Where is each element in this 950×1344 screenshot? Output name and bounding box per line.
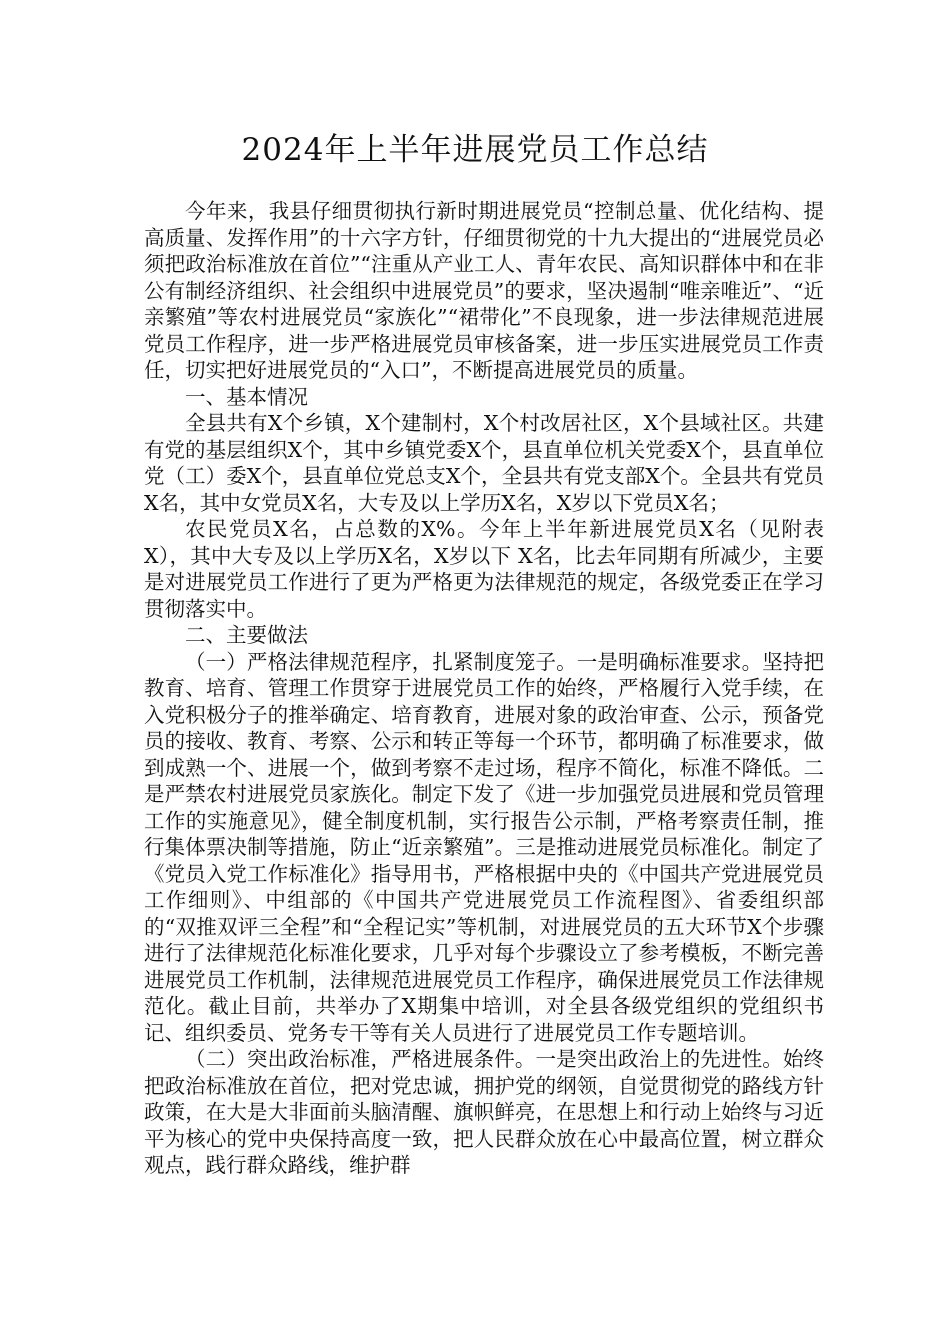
intro-paragraph: 今年来，我县仔细贯彻执行新时期进展党员“控制总量、优化结构、提高质量、发挥作用”的十六字方针，仔细贯彻党的十九大提出的“进展党员必须把政治标准放在首位”“注重从产业工人、青年农民、高知识群体中和在非公有制经济组织、社会组织中进展党员”的要求，坚决遏制“唯亲唯近”、“近亲繁殖”等农村进展党员“家族化”“裙带化”不良现象，进一步法律规范进展党员工作程序，进一步严格进展党员审核备案，进一步压实进展党员工作责任，切实把好进展党员的“入口”，不断提高进展党员的质量。 <box>144 199 824 382</box>
basic-situation-paragraph: 全县共有X个乡镇，X个建制村，X个村改居社区，X个县域社区。共建有党的基层组织X个，其中乡镇党委X个，县直单位机关党委X个，县直单位党（工）委X个，县直单位党总支X个，全县共有党支部X个。全县共有党员X名，其中女党员X名，大专及以上学历X名，X岁以下党员X名； <box>144 411 824 515</box>
document-body <box>144 198 824 1179</box>
section-heading-main-practices: 二、主要做法 <box>185 623 308 647</box>
practice-one-paragraph: （一）严格法律规范程序，扎紧制度笼子。一是明确标准要求。坚持把教育、培育、管理工作贯穿于进展党员工作的始终，严格履行入党手续，在入党积极分子的推举确定、培育教育，进展对象的政治审查、公示，预备党员的接收、教育、考察、公示和转正等每一个环节，都明确了标准要求，做到成熟一个、进展一个，做到考察不走过场，程序不简化，标准不降低。二是严禁农村进展党员家族化。制定下发了《进一步加强党员进展和党员管理工作的实施意见》，健全制度机制，实行报告公示制，严格考察责任制，推行集体票决制等措施，防止“近亲繁殖”。三是推动进展党员标准化。制定了《党员入党工作标准化》指导用书，严格根据中央的《中国共产党进展党员工作细则》、中组部的《中国共产党进展党员工作流程图》、省委组织部的“双推双评三全程”和“全程记实”等机制，对进展党员的五大环节X个步骤进行了法律规范化标准化要求，几乎对每个步骤设立了参考模板，不断完善进展党员工作机制，法律规范进展党员工作程序，确保进展党员工作法律规范化。截止目前，共举办了X期集中培训，对全县各级党组织的党组织书记、组织委员、党务专干等有关人员进行了进展党员工作专题培训。 <box>144 649 824 1045</box>
practice-two-paragraph: （二）突出政治标准，严格进展条件。一是突出政治上的先进性。始终把政治标准放在首位，把对党忠诚，拥护党的纲领，自觉贯彻党的路线方针政策，在大是大非面前头脑清醒、旗帜鲜亮，在思想上和行动上始终与习近平为核心的党中央保持高度一致，把人民群众放在心中最高位置，树立群众观点，践行群众路线，维护群 <box>144 1047 824 1177</box>
farmer-members-paragraph: 农民党员X名，占总数的X%。今年上半年新进展党员X名（见附表X），其中大专及以上学历X名，X岁以下 X名，比去年同期有所减少，主要是对进展党员工作进行了更为严格更为法律规范的规定，各级党委正在学习贯彻落实中。 <box>144 517 824 621</box>
document-title: 2024年上半年进展党员工作总结 <box>241 132 709 168</box>
section-heading-basic-situation: 一、基本情况 <box>185 384 308 409</box>
